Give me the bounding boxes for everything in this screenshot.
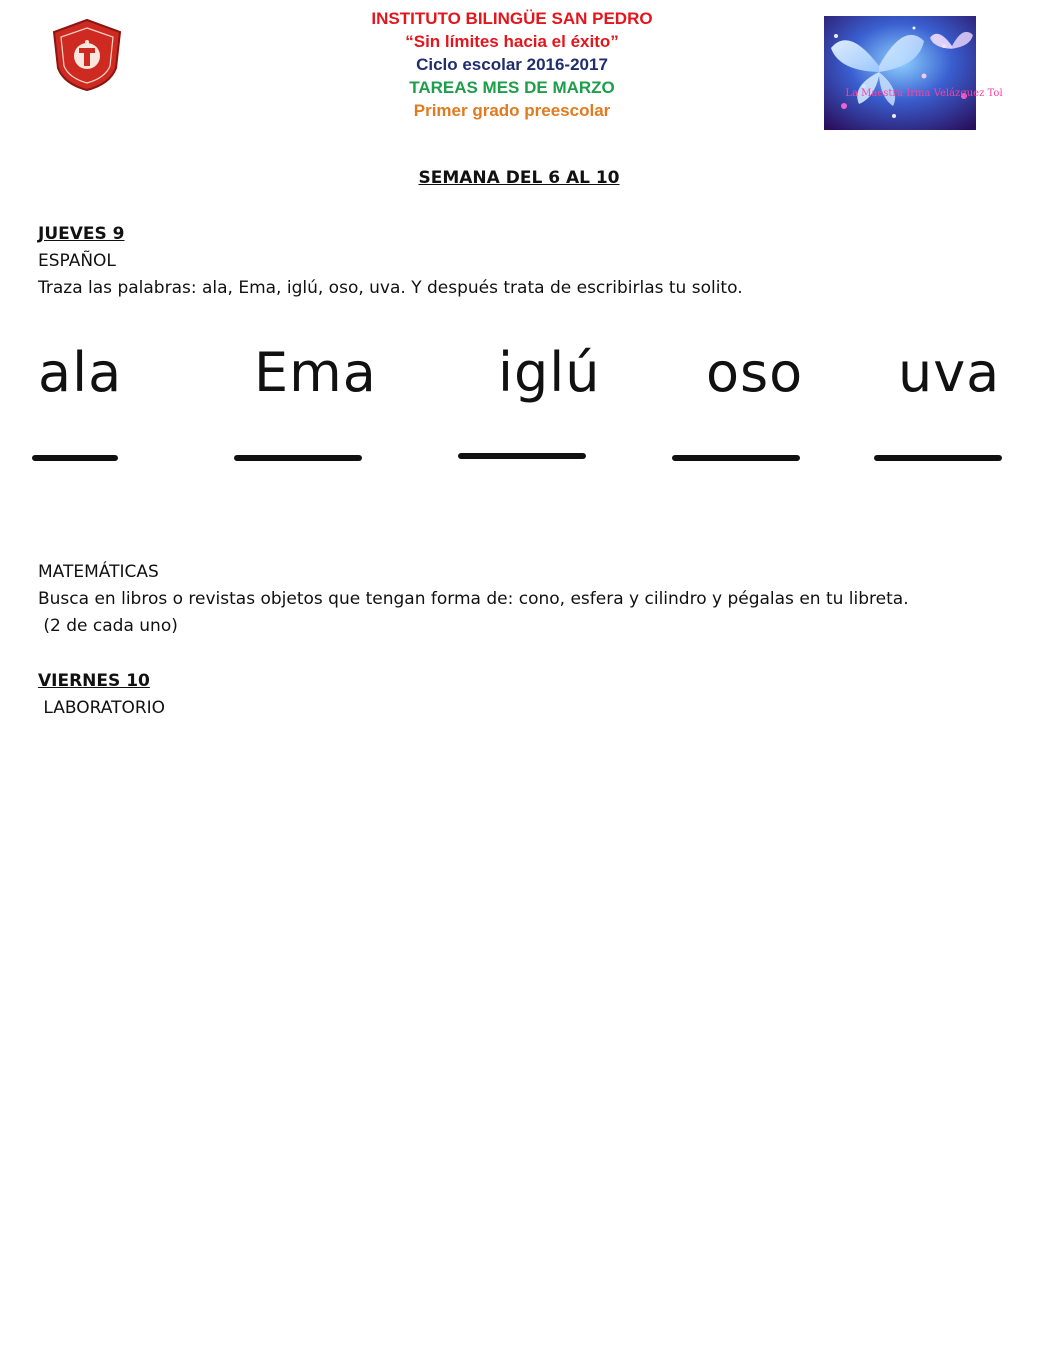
trace-word: Ema bbox=[254, 341, 377, 404]
writing-line bbox=[672, 455, 800, 461]
subject-lab: LABORATORIO bbox=[38, 698, 166, 718]
trace-word: oso bbox=[706, 341, 804, 404]
subject-spanish: ESPAÑOL bbox=[38, 251, 116, 271]
grade-title: Primer grado preescolar bbox=[413, 101, 611, 120]
school-cycle: Ciclo escolar 2016-2017 bbox=[416, 55, 608, 74]
trace-word: uva bbox=[898, 341, 1001, 404]
school-name: INSTITUTO BILINGÜE SAN PEDRO bbox=[371, 9, 653, 28]
school-motto: “Sin límites hacia el éxito” bbox=[405, 32, 619, 51]
week-title: SEMANA DEL 6 AL 10 bbox=[418, 168, 620, 188]
day-title-thursday: JUEVES 9 bbox=[38, 224, 125, 244]
trace-word: iglú bbox=[498, 341, 601, 404]
writing-line bbox=[458, 453, 586, 459]
math-note: (2 de cada uno) bbox=[38, 616, 178, 636]
tasks-title: TAREAS MES DE MARZO bbox=[409, 78, 615, 97]
subject-math: MATEMÁTICAS bbox=[38, 562, 159, 582]
school-crest-icon bbox=[50, 18, 124, 92]
butterfly-caption: La Maestra Irma Velázquez Tol bbox=[845, 88, 1003, 99]
writing-line bbox=[234, 455, 362, 461]
trace-word: ala bbox=[38, 341, 123, 404]
day-title-friday: VIERNES 10 bbox=[38, 671, 150, 691]
writing-line bbox=[32, 455, 118, 461]
butterfly-image bbox=[824, 16, 1003, 130]
writing-line bbox=[874, 455, 1002, 461]
spanish-instruction: Traza las palabras: ala, Ema, iglú, oso, uva. Y después trata de escribirlas tu solito. bbox=[38, 278, 743, 298]
math-instruction: Busca en libros o revistas objetos que tengan forma de: cono, esfera y cilindro y pégalas en tu libreta. bbox=[38, 589, 909, 609]
